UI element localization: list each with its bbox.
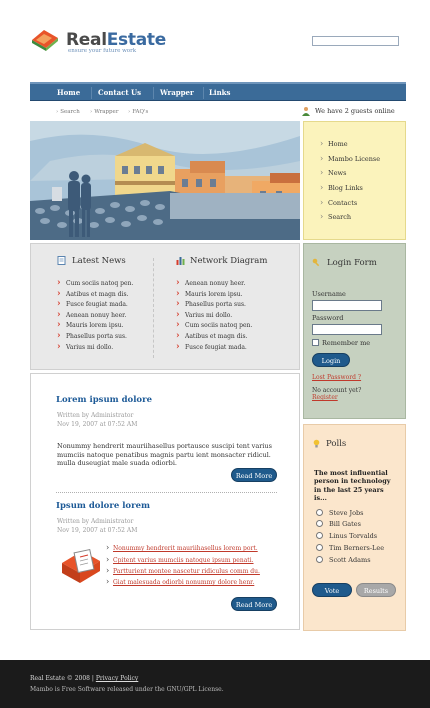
poll-option-label: Bill Gates [329, 520, 361, 528]
nav-divider [91, 87, 92, 99]
article-link[interactable]: › Partturient montee nascetur ridiculus comm du. [113, 568, 260, 575]
nav-item-contact-us[interactable]: Contact Us [98, 88, 142, 97]
footer-license: Mambo is Free Software released under the GNU/GPL License. [30, 686, 224, 693]
side-menu-item-contacts[interactable]: › Contacts [328, 199, 357, 207]
footer-copyright [30, 675, 138, 682]
poll-option-radio[interactable] [316, 532, 323, 539]
password-label: Password [312, 314, 344, 322]
side-menu-item-search[interactable]: › Search [328, 213, 351, 221]
side-menu-item-mambo-license[interactable]: › Mambo License [328, 155, 380, 163]
latest-news-title: Latest News [72, 256, 126, 266]
network-link[interactable]: › Varius mi dollo. [185, 312, 232, 319]
article-date: Nov 19, 2007 at 07:52 AM [57, 527, 138, 534]
poll-option-label: Steve Jobs [329, 509, 364, 517]
news-link[interactable]: › Varius mi dollo. [66, 344, 113, 351]
remember-me-checkbox[interactable] [312, 339, 319, 346]
network-link[interactable]: › Mauris lorem ipsu. [185, 291, 243, 298]
search-input[interactable] [312, 36, 399, 46]
news-column-divider [153, 258, 154, 358]
no-account-text: No account yet? [312, 387, 362, 394]
news-link[interactable]: › Fusce feugiat mada. [66, 301, 128, 308]
remember-me-label: Remember me [322, 339, 371, 347]
news-link[interactable]: › Cum sociis natoq pen. [66, 280, 133, 287]
nav-item-home[interactable]: Home [57, 88, 81, 97]
poll-option-label: Linus Torvalds [329, 532, 378, 540]
users-icon [301, 106, 311, 116]
read-more-button[interactable]: Read More [231, 597, 277, 611]
nav-item-links[interactable]: Links [209, 88, 231, 97]
polls-title: Polls [326, 439, 347, 449]
main-nav-bar [30, 82, 406, 101]
footer-separator: | [91, 675, 94, 682]
article-link[interactable]: › Nonummy hendrerit mauriihasellus lorem port. [113, 545, 258, 552]
article-title[interactable]: Lorem ipsum dolore [56, 395, 152, 405]
lost-password-link[interactable]: Lost Password ? [312, 374, 362, 381]
network-link[interactable]: › Aatibus et magn dis. [185, 333, 247, 340]
guests-online-text: We have 2 guests online [315, 107, 395, 115]
news-link[interactable]: › Aatibus et magn dis. [66, 291, 128, 298]
top-link-wrapper[interactable]: › Wrapper [90, 109, 119, 115]
side-menu-item-blog-links[interactable]: › Blog Links [328, 184, 363, 192]
register-link[interactable]: Register [312, 394, 338, 401]
read-more-button[interactable]: Read More [231, 468, 277, 482]
poll-option-label: Scott Adams [329, 556, 371, 564]
site-logo-title[interactable]: RealEstate [66, 30, 166, 50]
article-date: Nov 19, 2007 at 07:52 AM [57, 421, 138, 428]
network-diagram-title: Network Diagram [190, 256, 268, 266]
top-link-faq[interactable]: › FAQ's [128, 109, 149, 115]
login-form-title: Login Form [327, 258, 377, 268]
key-icon [312, 258, 321, 267]
article-author: Written by Administrator [57, 518, 134, 525]
password-input[interactable] [312, 324, 382, 335]
login-button[interactable]: Login [312, 353, 350, 367]
house-logo-icon [30, 28, 60, 52]
results-button[interactable]: Results [356, 583, 396, 597]
username-input[interactable] [312, 300, 382, 311]
nav-divider [153, 87, 154, 99]
article-link[interactable]: › Cpitent varius mumciis natoque ipsum penati. [113, 557, 254, 564]
vote-button[interactable]: Vote [312, 583, 352, 597]
poll-option-radio[interactable] [316, 520, 323, 527]
hero-illustration [30, 121, 300, 240]
username-label: Username [312, 290, 346, 298]
side-menu [303, 121, 406, 240]
network-link[interactable]: › Cum sociis natoq pen. [185, 322, 252, 329]
side-menu-item-home[interactable]: › Home [328, 140, 348, 148]
for-sale-sign-icon [58, 545, 104, 585]
article-title[interactable]: Ipsum dolore lorem [56, 501, 150, 511]
side-menu-item-news[interactable]: › News [328, 169, 346, 177]
news-link[interactable]: › Aenean nonuy heer. [66, 312, 126, 319]
footer [0, 660, 430, 708]
privacy-policy-link[interactable]: Privacy Policy [95, 675, 139, 682]
bar-chart-icon [176, 256, 185, 265]
nav-item-wrapper[interactable]: Wrapper [160, 88, 194, 97]
article-author: Written by Administrator [57, 412, 134, 419]
news-link[interactable]: › Mauris lorem ipsu. [66, 322, 124, 329]
lightbulb-icon [312, 439, 321, 448]
network-link[interactable]: › Phasellus porta sus. [185, 301, 246, 308]
article-divider [56, 492, 277, 493]
document-icon [57, 256, 66, 265]
site-tagline: ensure your future work [68, 48, 137, 54]
network-link[interactable]: › Fusce feugiat mada. [185, 344, 247, 351]
nav-divider [203, 87, 204, 99]
article-link[interactable]: › Giat malesuada odiorbi nonummy dolore henr. [113, 579, 254, 586]
poll-option-label: Tim Berners-Lee [329, 544, 385, 552]
poll-option-radio[interactable] [316, 509, 323, 516]
article-body: Nonummy hendrerit mauriihasellus portausce suscipi tent varius mumciis natoque penatibus magnis partu ient monsacter ridicul. mulla duseugiat male suada odiorbi. [57, 442, 272, 468]
poll-question: The most influential person in technology in the last 25 years is... [314, 469, 391, 502]
poll-option-radio[interactable] [316, 556, 323, 563]
top-link-search[interactable]: › Search [56, 109, 80, 115]
poll-option-radio[interactable] [316, 544, 323, 551]
news-link[interactable]: › Phasellus porta sus. [66, 333, 127, 340]
network-link[interactable]: › Aenean nonuy heer. [185, 280, 245, 287]
copyright-text: Real Estate © 2008 [30, 675, 90, 682]
